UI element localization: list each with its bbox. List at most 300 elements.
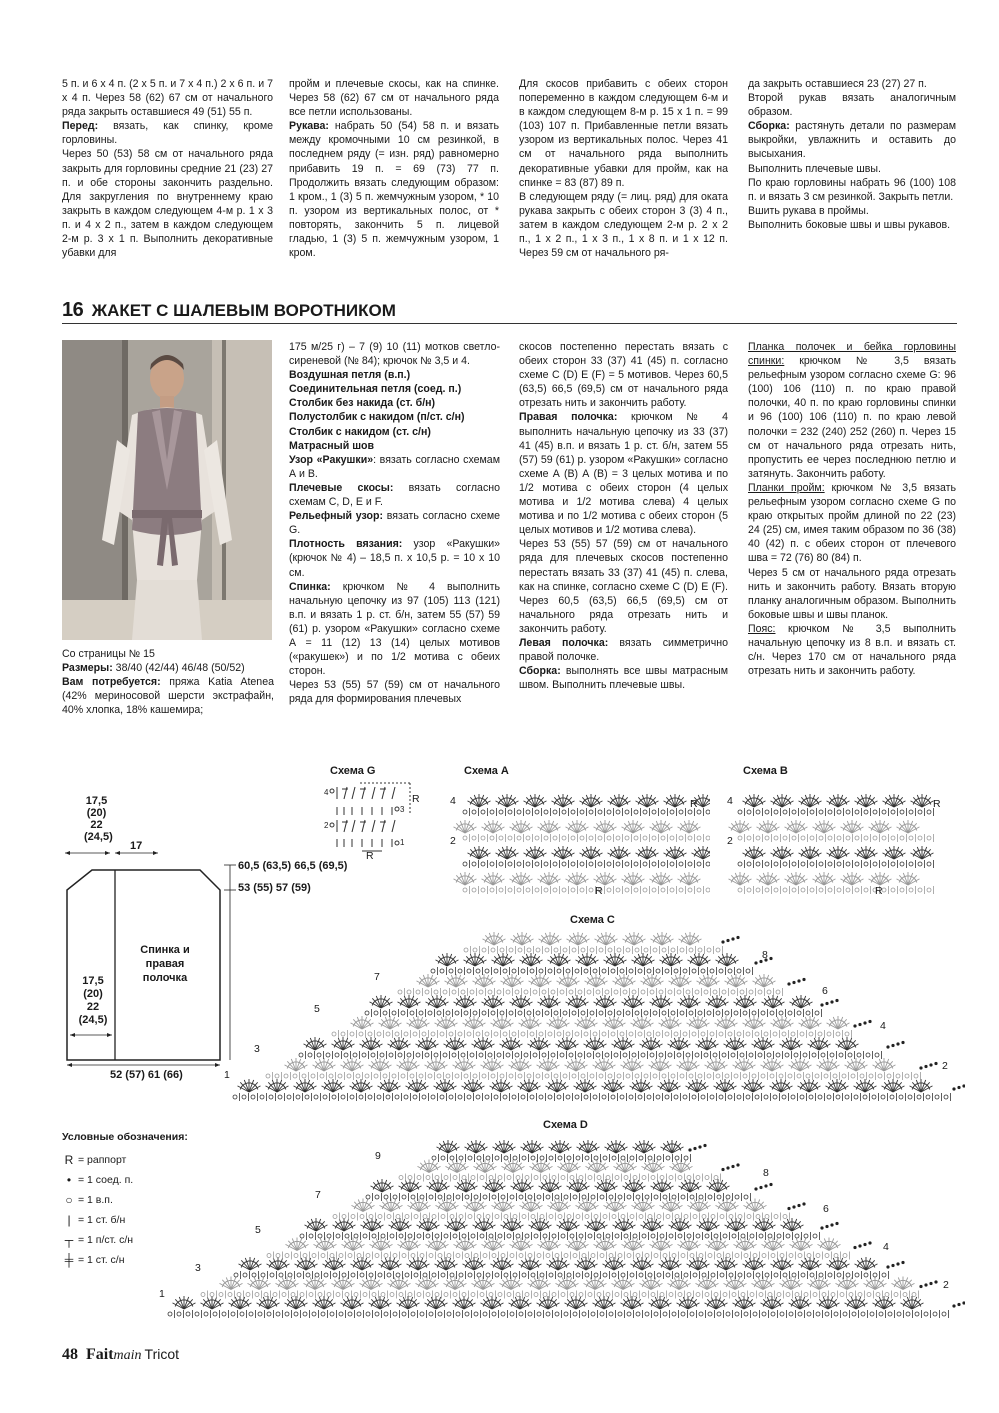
chain-stitch <box>542 1053 546 1057</box>
chain-stitch <box>758 990 762 994</box>
legend-text: = 1 п/ст. с/н <box>78 1234 134 1246</box>
chain-stitch <box>369 1215 373 1219</box>
chain-stitch <box>879 1312 883 1316</box>
shell-motif <box>679 932 702 945</box>
slip-stitch <box>901 1261 904 1264</box>
paragraph-body: набрать 50 (54) 58 п. и вязать между кромочными 10 см резинкой, в последнем ряду (= изн. ряд) равномерно прибавить 19 п. = 69 (73) 77 п. Продолжить вязать следующим образом: 1 кром., 1 (3) 5 п. жемчужным узором, * 10 п. узором из вертикальных полос, от * повторять, закончить 5 п. лицевой гладью, 1 (3) 5 п. жемчужным узором, 1 кром. <box>289 120 499 260</box>
chain-stitch <box>562 836 566 840</box>
chain-stitch <box>852 1312 856 1316</box>
chain-stitch <box>507 1293 511 1297</box>
chain-stitch <box>485 1032 489 1036</box>
chain-stitch <box>783 810 787 814</box>
chain-stitch <box>492 1195 496 1199</box>
shell-motif <box>496 794 519 807</box>
chain-stitch <box>719 969 723 973</box>
paragraph: 5 п. и 6 х 4 п. (2 х 5 п. и 7 х 4 п.) 2 х 6 п. и 7 х 4 п. Через 58 (62) 67 см от начального ряда закрыть оставшиеся 49 (51) 55 п. <box>62 78 273 119</box>
paragraph <box>289 382 500 396</box>
slip-stitch <box>693 1147 696 1150</box>
chain-stitch <box>396 1273 400 1277</box>
chain-stitch <box>881 1095 885 1099</box>
chain-stitch <box>737 1095 741 1099</box>
chain-stitch <box>680 948 684 952</box>
scheme-d-row-8: 8 <box>763 1167 769 1179</box>
chain-stitch <box>864 888 868 892</box>
shell-motif <box>496 846 519 859</box>
chain-stitch <box>707 948 711 952</box>
chain-stitch <box>544 888 548 892</box>
shell-motif <box>380 1199 403 1212</box>
chain-stitch <box>495 1215 499 1219</box>
chain-stitch <box>756 1215 760 1219</box>
chain-stitch <box>275 1074 279 1078</box>
shell-motif <box>537 1296 560 1309</box>
shell-motif <box>341 1058 364 1071</box>
shell-motif <box>687 1257 710 1270</box>
chain-stitch <box>753 1312 757 1316</box>
chain-stitch <box>501 1195 505 1199</box>
chain-stitch <box>704 1053 708 1057</box>
chain-stitch <box>675 1273 679 1277</box>
chain-stitch <box>326 1053 330 1057</box>
shell-motif <box>370 1238 393 1251</box>
chain-stitch <box>386 1095 390 1099</box>
scheme-a-title: Схема A <box>464 765 509 777</box>
shell-motif <box>397 1296 420 1309</box>
chain-stitch <box>506 990 510 994</box>
chain-stitch <box>647 1032 651 1036</box>
shell-motif <box>538 872 561 885</box>
chain-stitch <box>222 1312 226 1316</box>
shell-motif <box>257 1296 280 1309</box>
paragraph-lead: Левая полочка: <box>519 636 609 649</box>
chain-stitch <box>701 1095 705 1099</box>
chain-stitch <box>645 1254 649 1258</box>
chain-stitch <box>350 1095 354 1099</box>
paragraph: Через 53 (55) 57 (59) см от начального ряда для формирования плечевых <box>289 679 500 706</box>
chain-stitch <box>543 1293 547 1297</box>
chain-stitch <box>266 1074 270 1078</box>
chain-stitch <box>625 862 629 866</box>
chain-stitch <box>390 1234 394 1238</box>
chain-stitch <box>756 810 760 814</box>
shell-motif <box>757 820 780 833</box>
chain-stitch <box>608 948 612 952</box>
chain-stitch <box>573 1312 577 1316</box>
paragraph-body: крючком № 4 выполнить начальную цепочку из 97 (105) 113 (121) в.п. и вязать 1 р. ст. б/н, затем 55 (57) 59 (61) р. узором «Ракушки» согласно схеме А = 11 (12) 13 (14) целых мотивов («ракушек») и по 1/2 мотива с обеих сторон. <box>289 580 500 678</box>
chain-stitch <box>464 1011 468 1015</box>
chain-stitch <box>251 1095 255 1099</box>
chain-stitch <box>725 1011 729 1015</box>
chain-stitch <box>779 1011 783 1015</box>
chain-stitch <box>701 1032 705 1036</box>
chain-stitch <box>483 1254 487 1258</box>
chain-stitch <box>463 836 467 840</box>
chain-stitch <box>697 810 701 814</box>
shell-motif <box>650 995 673 1008</box>
chain-stitch <box>345 1234 349 1238</box>
shell-motif <box>566 820 589 833</box>
chain-stitch <box>666 1156 670 1160</box>
shell-motif <box>549 1140 572 1153</box>
chain-stitch <box>634 888 638 892</box>
chain-stitch <box>356 1074 360 1078</box>
chain-stitch <box>558 1156 562 1160</box>
chain-stitch <box>456 1195 460 1199</box>
chain-stitch <box>738 1273 742 1277</box>
slip-stitch <box>957 1086 960 1089</box>
shell-motif <box>799 1016 822 1029</box>
chain-stitch <box>293 1074 297 1078</box>
chain-stitch <box>914 1074 918 1078</box>
shell-motif <box>705 1296 728 1309</box>
chain-stitch <box>698 1074 702 1078</box>
symbol-legend <box>62 1130 232 1270</box>
chain-stitch <box>935 1095 939 1099</box>
chain-stitch <box>490 836 494 840</box>
shell-motif <box>463 1016 486 1029</box>
slip-stitch <box>820 1003 823 1006</box>
chain-stitch <box>593 1032 597 1036</box>
shell-motif <box>454 872 477 885</box>
chain-stitch <box>746 1095 750 1099</box>
chain-stitch <box>900 888 904 892</box>
chain-stitch <box>498 1234 502 1238</box>
chain-stitch <box>269 1095 273 1099</box>
chain-stitch <box>490 862 494 866</box>
chain-stitch <box>783 1215 787 1219</box>
chain-stitch <box>335 1053 339 1057</box>
chain-stitch <box>231 1312 235 1316</box>
paragraph-body: узор «Ракушки» (крючок № 4) – 18,5 п. х 10,5 р. = 10 х 10 см. <box>289 538 500 579</box>
chain-stitch <box>500 1011 504 1015</box>
shell-motif <box>238 1079 261 1092</box>
chain-stitch <box>684 1156 688 1160</box>
chain-stitch <box>675 1215 679 1219</box>
chain-stitch <box>636 1312 640 1316</box>
chain-stitch <box>341 1095 345 1099</box>
shell-motif <box>753 1218 776 1231</box>
shell-motif <box>692 846 711 859</box>
legend-item <box>62 1170 232 1190</box>
paragraph <box>519 636 728 664</box>
chain-stitch <box>675 1156 679 1160</box>
chain-stitch <box>767 1053 771 1057</box>
chain-stitch <box>580 836 584 840</box>
chain-stitch <box>551 1053 555 1057</box>
chain-stitch <box>294 1254 298 1258</box>
paragraph <box>289 439 500 453</box>
chain-stitch <box>481 862 485 866</box>
chain-stitch <box>890 1095 894 1099</box>
shell-motif <box>482 820 505 833</box>
chain-stitch <box>791 1095 795 1099</box>
chain-stitch <box>656 1095 660 1099</box>
chain-stitch <box>786 1234 790 1238</box>
shell-motif <box>491 1257 514 1270</box>
chain-stitch <box>602 969 606 973</box>
chain-stitch <box>674 1095 678 1099</box>
chain-stitch <box>615 1234 619 1238</box>
chain-stitch <box>498 1293 502 1297</box>
chain-stitch <box>476 969 480 973</box>
chain-stitch <box>819 1273 823 1277</box>
chain-stitch <box>519 1312 523 1316</box>
chain-stitch <box>647 1095 651 1099</box>
shell-motif <box>818 1238 841 1251</box>
chain-stitch <box>614 1053 618 1057</box>
chain-stitch <box>831 1293 835 1297</box>
chain-stitch <box>756 888 760 892</box>
shell-motif <box>539 1179 562 1192</box>
paragraph <box>748 481 956 566</box>
shell-motif <box>529 974 552 987</box>
legend-symbol: ○ <box>65 1193 73 1207</box>
slip-stitch <box>934 1062 937 1065</box>
chain-stitch <box>732 1234 736 1238</box>
chain-stitch <box>210 1293 214 1297</box>
chain-stitch <box>864 836 868 840</box>
chain-stitch <box>828 1273 832 1277</box>
scheme-d-row-4: 4 <box>883 1241 889 1253</box>
chain-stitch <box>723 1234 727 1238</box>
shell-motif <box>770 1079 793 1092</box>
chain-stitch <box>669 1176 673 1180</box>
chain-stitch <box>517 810 521 814</box>
chain-stitch <box>728 1095 732 1099</box>
chain-stitch <box>707 1011 711 1015</box>
chain-stitch <box>855 888 859 892</box>
chain-stitch <box>276 1312 280 1316</box>
chain-stitch <box>413 1095 417 1099</box>
shell-motif <box>650 820 673 833</box>
chain-stitch <box>652 888 656 892</box>
chain-stitch <box>480 1234 484 1238</box>
shell-motif <box>482 1238 505 1251</box>
instructions-column-2 <box>289 340 500 706</box>
shell-motif <box>584 1277 607 1290</box>
shell-motif <box>785 872 808 885</box>
slip-stitch <box>952 1304 955 1307</box>
chain-stitch <box>463 810 467 814</box>
chain-stitch <box>650 990 654 994</box>
shell-motif <box>558 1160 581 1173</box>
shell-motif <box>771 846 794 859</box>
shell-motif <box>716 953 739 966</box>
chain-stitch <box>836 1032 840 1036</box>
paragraph <box>289 481 500 509</box>
chain-stitch <box>375 1312 379 1316</box>
chain-stitch <box>894 1293 898 1297</box>
chain-stitch <box>634 810 638 814</box>
page-footer <box>62 1346 179 1364</box>
chain-stitch <box>359 1032 363 1036</box>
chain-stitch <box>743 1074 747 1078</box>
chain-stitch <box>827 1032 831 1036</box>
chain-stitch <box>300 1234 304 1238</box>
chain-stitch <box>648 1273 652 1277</box>
chain-stitch <box>572 948 576 952</box>
chain-stitch <box>633 1176 637 1180</box>
chain-stitch <box>627 1312 631 1316</box>
shell-motif <box>580 794 603 807</box>
chain-stitch <box>537 1254 541 1258</box>
chain-stitch <box>596 990 600 994</box>
chain-stitch <box>465 1254 469 1258</box>
chain-stitch <box>882 1273 886 1277</box>
chain-stitch <box>571 862 575 866</box>
chain-stitch <box>534 1176 538 1180</box>
chain-stitch <box>679 836 683 840</box>
chain-stitch <box>688 888 692 892</box>
shell-motif <box>604 953 627 966</box>
chain-stitch <box>585 1215 589 1219</box>
chain-stitch <box>544 810 548 814</box>
chain-stitch <box>878 1074 882 1078</box>
chain-stitch <box>393 1254 397 1258</box>
chain-stitch <box>690 1254 694 1258</box>
chain-stitch <box>875 1053 879 1057</box>
chain-stitch <box>656 1032 660 1036</box>
paragraph-lead: Соединительная петля (соед. п.) <box>289 383 462 396</box>
chain-stitch <box>864 1273 868 1277</box>
chain-stitch <box>494 1095 498 1099</box>
chain-stitch <box>625 810 629 814</box>
chain-stitch <box>567 1215 571 1219</box>
shell-motif <box>696 1037 719 1050</box>
chain-stitch <box>759 1234 763 1238</box>
shell-motif <box>510 1238 533 1251</box>
shell-motif <box>454 995 477 1008</box>
chain-stitch <box>716 1074 720 1078</box>
chain-stitch <box>634 836 638 840</box>
shell-motif <box>593 1296 616 1309</box>
chain-stitch <box>656 969 660 973</box>
chain-stitch <box>612 1215 616 1219</box>
chain-stitch <box>300 1293 304 1297</box>
chain-stitch <box>624 1293 628 1297</box>
chain-stitch <box>679 810 683 814</box>
chain-stitch <box>918 862 922 866</box>
legend-title: Условные обозначения: <box>62 1131 188 1143</box>
slip-stitch <box>726 1166 729 1169</box>
chain-stitch <box>584 1095 588 1099</box>
chain-stitch <box>716 948 720 952</box>
chain-stitch <box>521 969 525 973</box>
chain-stitch <box>489 1176 493 1180</box>
chain-stitch <box>818 1032 822 1036</box>
chain-stitch <box>765 810 769 814</box>
shell-motif <box>435 1257 458 1270</box>
chain-stitch <box>783 888 787 892</box>
chain-stitch <box>431 1095 435 1099</box>
chain-stitch <box>599 1074 603 1078</box>
slip-stitch <box>919 1066 922 1069</box>
shell-motif <box>322 1079 345 1092</box>
chain-stitch <box>701 969 705 973</box>
chain-stitch <box>891 810 895 814</box>
chain-stitch <box>654 1195 658 1199</box>
chain-stitch <box>683 1095 687 1099</box>
shell-motif <box>781 1218 804 1231</box>
slip-stitch <box>858 1023 861 1026</box>
scheme-d-row-5: 5 <box>255 1224 261 1236</box>
chain-stitch <box>564 1312 568 1316</box>
paragraph <box>289 368 500 382</box>
chain-stitch <box>456 1312 460 1316</box>
shell-motif <box>897 872 920 885</box>
slip-stitch <box>688 1148 691 1151</box>
shell-motif <box>883 794 906 807</box>
chain-stitch <box>688 810 692 814</box>
chain-stitch <box>906 1312 910 1316</box>
chain-stitch <box>630 1215 634 1219</box>
shell-motif <box>883 846 906 859</box>
chain-stitch <box>462 1176 466 1180</box>
chain-stitch <box>662 948 666 952</box>
chain-stitch <box>499 836 503 840</box>
shell-motif <box>416 1277 439 1290</box>
chain-stitch <box>840 1293 844 1297</box>
chain-stitch <box>499 862 503 866</box>
chain-stitch <box>435 1293 439 1297</box>
chain-stitch <box>603 1215 607 1219</box>
slip-stitch <box>830 1000 833 1003</box>
shell-motif <box>248 1277 271 1290</box>
chain-stitch <box>503 1095 507 1099</box>
chain-stitch <box>837 1273 841 1277</box>
chain-stitch <box>740 1053 744 1057</box>
chain-stitch <box>309 1293 313 1297</box>
chain-stitch <box>524 1053 528 1057</box>
chain-stitch <box>554 1011 558 1015</box>
chain-stitch <box>642 1176 646 1180</box>
shell-motif <box>734 1238 757 1251</box>
shell-motif <box>524 846 547 859</box>
chain-stitch <box>908 1095 912 1099</box>
shell-motif <box>332 1037 355 1050</box>
scheme-c-row-6: 6 <box>822 985 828 997</box>
chain-stitch <box>663 1254 667 1258</box>
svg-text:3: 3 <box>400 805 405 814</box>
dim-neck-width: 17 <box>130 840 143 852</box>
chain-stitch <box>629 969 633 973</box>
chain-stitch <box>570 1176 574 1180</box>
paragraph-body: вязать согласно схемам С, D, E и F. <box>289 481 500 509</box>
chain-stitch <box>780 1312 784 1316</box>
chain-stitch <box>630 1273 634 1277</box>
shell-motif <box>585 974 608 987</box>
chain-stitch <box>429 1254 433 1258</box>
chain-stitch <box>482 948 486 952</box>
scheme-c-row-1: 1 <box>224 1069 230 1081</box>
chain-stitch <box>717 1312 721 1316</box>
chain-stitch <box>857 1053 861 1057</box>
chain-stitch <box>575 969 579 973</box>
shell-motif <box>500 1037 523 1050</box>
chain-stitch <box>665 969 669 973</box>
chain-stitch <box>626 1074 630 1078</box>
shell-motif <box>566 995 589 1008</box>
shell-motif <box>729 820 752 833</box>
chain-stitch <box>576 1215 580 1219</box>
chain-stitch <box>616 888 620 892</box>
chain-stitch <box>423 1273 427 1277</box>
chain-stitch <box>446 1074 450 1078</box>
chain-stitch <box>260 1095 264 1099</box>
shell-motif <box>481 1058 504 1071</box>
shell-motif <box>472 1277 495 1290</box>
chain-stitch <box>585 1273 589 1277</box>
